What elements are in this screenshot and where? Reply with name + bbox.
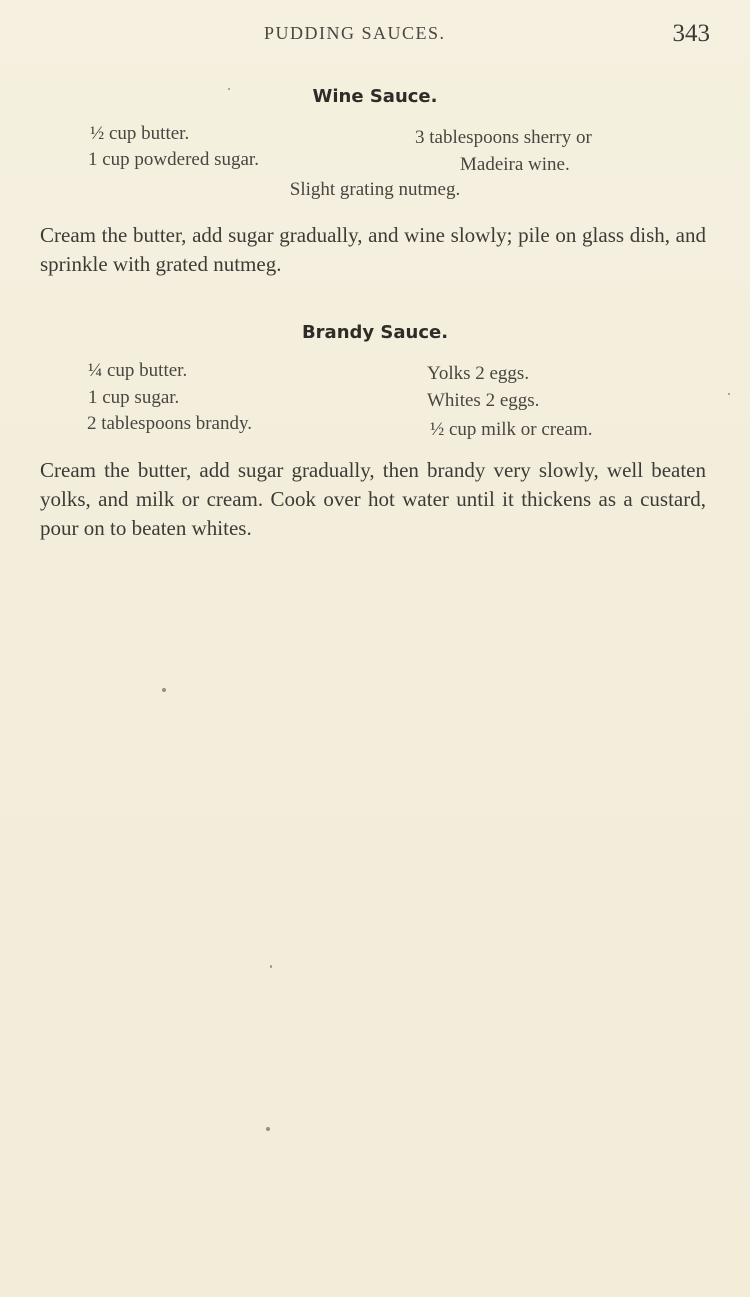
paper-speck	[162, 688, 166, 692]
running-title: PUDDING SAUCES.	[264, 23, 446, 43]
ingredient-item: 1 cup sugar.	[88, 387, 180, 408]
paper-speck	[228, 88, 230, 90]
running-header	[0, 20, 750, 50]
wine-sauce-title: Wine Sauce.	[312, 86, 438, 107]
ingredient-item: 2 tablespoons brandy.	[87, 413, 252, 434]
ingredient-item: Madeira wine.	[460, 154, 570, 175]
paper-speck	[270, 965, 272, 968]
paper-speck	[728, 393, 730, 395]
ingredient-item: Slight grating nutmeg.	[289, 179, 461, 200]
ingredient-item: Yolks 2 eggs.	[427, 363, 530, 384]
paper-speck	[266, 1127, 270, 1131]
ingredient-item: 3 tablespoons sherry or	[415, 127, 592, 148]
ingredient-item: ½ cup milk or cream.	[430, 419, 593, 440]
ingredient-item: 1 cup powdered sugar.	[88, 149, 259, 170]
ingredient-item: Whites 2 eggs.	[427, 390, 540, 411]
brandy-sauce-title: Brandy Sauce.	[301, 322, 449, 343]
wine-sauce-instructions: Cream the butter, add sugar gradually, and wine slowly; pile on glass dish, and sprinkle with grated nutmeg.	[40, 223, 706, 276]
page-number: 343	[672, 20, 710, 47]
ingredient-item: ½ cup butter.	[90, 123, 190, 144]
ingredient-item: ¼ cup butter.	[88, 360, 188, 381]
brandy-sauce-instructions: Cream the butter, add sugar gradually, then brandy very slowly, well beaten yolks, and milk or cream. Cook over hot water until it thickens as a custard, pour on to beaten whites.	[40, 458, 706, 540]
